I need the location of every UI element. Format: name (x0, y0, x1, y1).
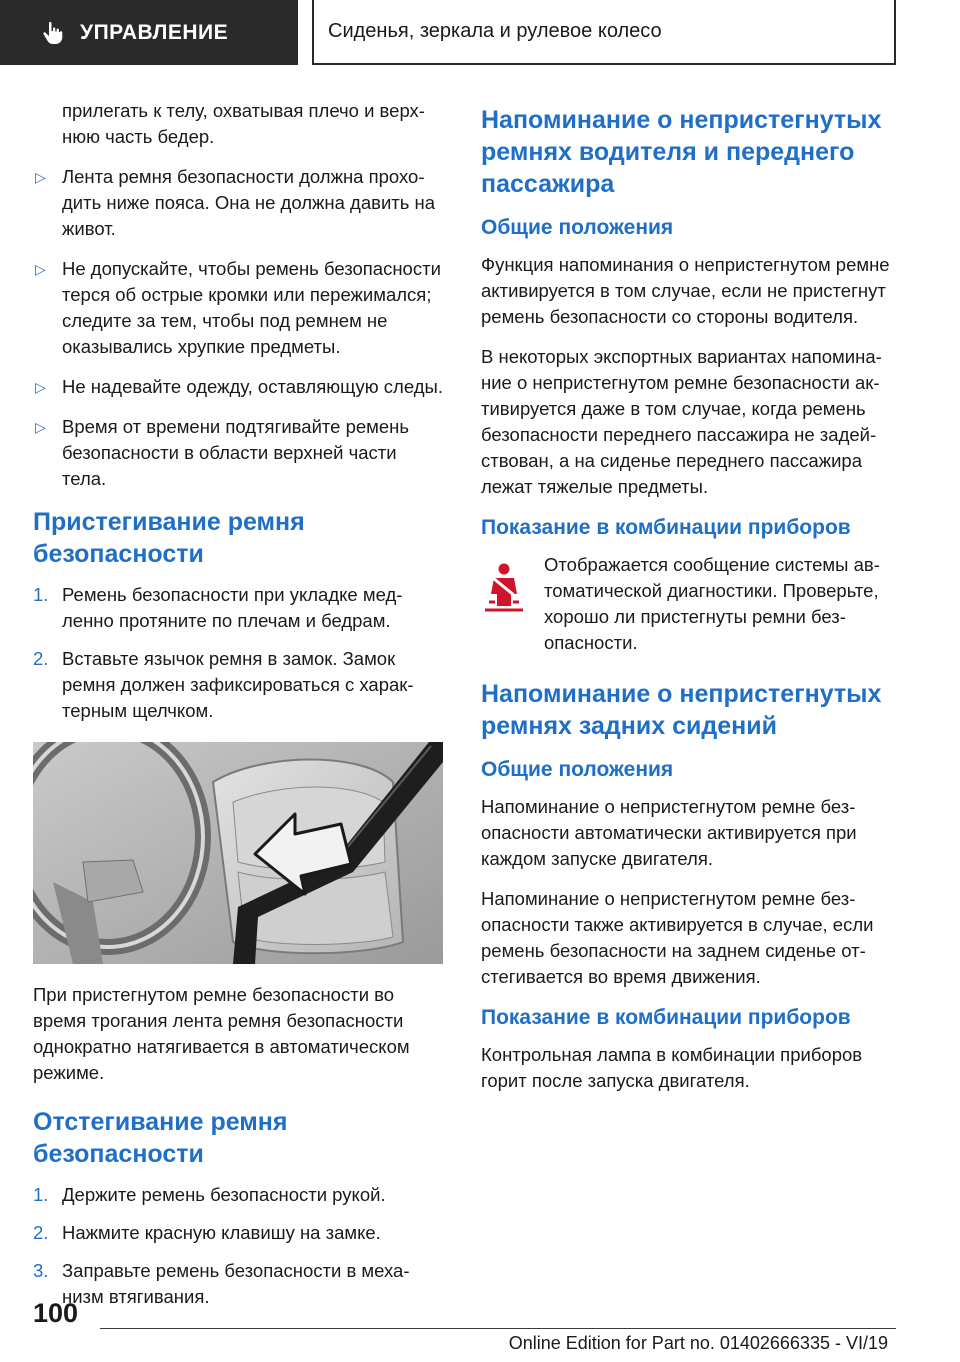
step-text: Заправьте ремень безопасности в механизм втягивания. (62, 1260, 410, 1307)
section-title: УПРАВЛЕНИЕ (80, 20, 229, 44)
cluster-heading: Показание в комбинации приборов (481, 1006, 851, 1029)
triangle-bullet-icon: ▷ (35, 419, 46, 435)
step-number: 1. (33, 584, 49, 605)
unfasten-heading: Отстегивание ремня безопасности (33, 1108, 288, 1168)
edition-text: Online Edition for Part no. 01402666335 - VI/19 (508, 1333, 888, 1353)
bullet-text: Время от времени подтягивайте ремень безопасности в области верхней части тела. (62, 416, 410, 489)
fasten-heading: Пристегивание ремня безопасности (33, 508, 305, 568)
triangle-bullet-icon: ▷ (35, 261, 46, 277)
list-item (33, 414, 443, 492)
list-item (33, 1220, 443, 1246)
step-number: 2. (33, 648, 49, 669)
step-number: 3. (33, 1260, 49, 1281)
hand-pointer-icon (40, 20, 66, 46)
bullet-text: Не допускайте, чтобы ремень безопасности терся об острые кромки или пережимался; следите за тем, чтобы под ремнем не оказывались хрупкие предметы. (62, 258, 441, 357)
list-item (33, 164, 443, 242)
step-text: Нажмите красную клавишу на замке. (62, 1222, 381, 1243)
footer-divider (100, 1328, 896, 1329)
bullet-text: Не надевайте одежду, оставляющую следы. (62, 376, 443, 397)
list-item (33, 1258, 443, 1310)
safety-bullets (33, 164, 443, 492)
general-paragraph: Функция напоминания о непристегнутом ремне активируется в том случае, если не пристегнут ремень безопасности со стороны водителя. (481, 254, 890, 327)
bullet-text: Лента ремня безопасности должна проходить ниже пояса. Она не должна давить на живот. (62, 166, 436, 239)
step-text: Вставьте язычок ремня в замок. Замок ремня должен зафиксироваться с характерным щелчком. (62, 648, 414, 721)
figure-description: При пристегнутом ремне безопасности во время трогания лента ремня безопасности однократно натягивается в автоматическом режиме. (33, 984, 410, 1083)
step-text: Ремень безопасности при укладке медленно протяните по плечам и бедрам. (62, 584, 403, 631)
unfasten-steps (33, 1182, 443, 1310)
list-item (33, 646, 443, 724)
step-number: 1. (33, 1184, 49, 1205)
fasten-steps (33, 582, 443, 724)
general-paragraph: Напоминание о непристегнутом ремне безопасности автоматически активируется при каждом запуске двигателя. (481, 796, 857, 869)
general-paragraph: В некоторых экспортных вариантах напоминание о непристегнутом ремне безопасности активируется даже в том случае, когда ремень безопасности переднего пассажира не задействован, а на сиденье переднего пассажира лежат тяжелые предметы. (481, 346, 882, 497)
list-item (33, 582, 443, 634)
triangle-bullet-icon: ▷ (35, 379, 46, 395)
seatbelt-figure (33, 742, 443, 964)
header-section-tab (0, 0, 298, 65)
right-column (481, 98, 896, 1108)
rear-reminder-heading: Напоминание о непристегнутых ремнях задних сидений (481, 680, 882, 740)
general-heading: Общие положения (481, 216, 674, 239)
list-item (33, 1182, 443, 1208)
driver-reminder-heading: Напоминание о непристегнутых ремнях водителя и переднего пассажира (481, 106, 882, 198)
warning-notice (481, 552, 896, 656)
cluster-heading: Показание в комбинации приборов (481, 516, 851, 539)
triangle-bullet-icon: ▷ (35, 169, 46, 185)
left-column (33, 98, 443, 1322)
list-item (33, 374, 443, 400)
cluster-message: Отображается сообщение системы автоматической диагностики. Проверьте, хорошо ли пристегнуты ремни безопасности. (544, 554, 880, 653)
general-paragraph: Напоминание о непристегнутом ремне безопасности также активируется в случае, если ремень безопасности на заднем сиденье отстегивается во время движения. (481, 888, 874, 987)
page-number: 100 (33, 1298, 79, 1328)
intro-text: прилегать к телу, охватывая плечо и верхнюю часть бедер. (62, 100, 425, 147)
chapter-title: Сиденья, зеркала и рулевое колесо (328, 20, 662, 42)
step-number: 2. (33, 1222, 49, 1243)
list-item (33, 256, 443, 360)
seat-illustration (33, 742, 443, 964)
step-text: Держите ремень безопасности рукой. (62, 1184, 386, 1205)
cluster-lamp-text: Контрольная лампа в комбинации приборов горит после запуска двигателя. (481, 1044, 863, 1091)
seatbelt-warning-icon (481, 562, 527, 612)
header-chapter-box (312, 0, 896, 65)
general-heading: Общие положения (481, 758, 674, 781)
